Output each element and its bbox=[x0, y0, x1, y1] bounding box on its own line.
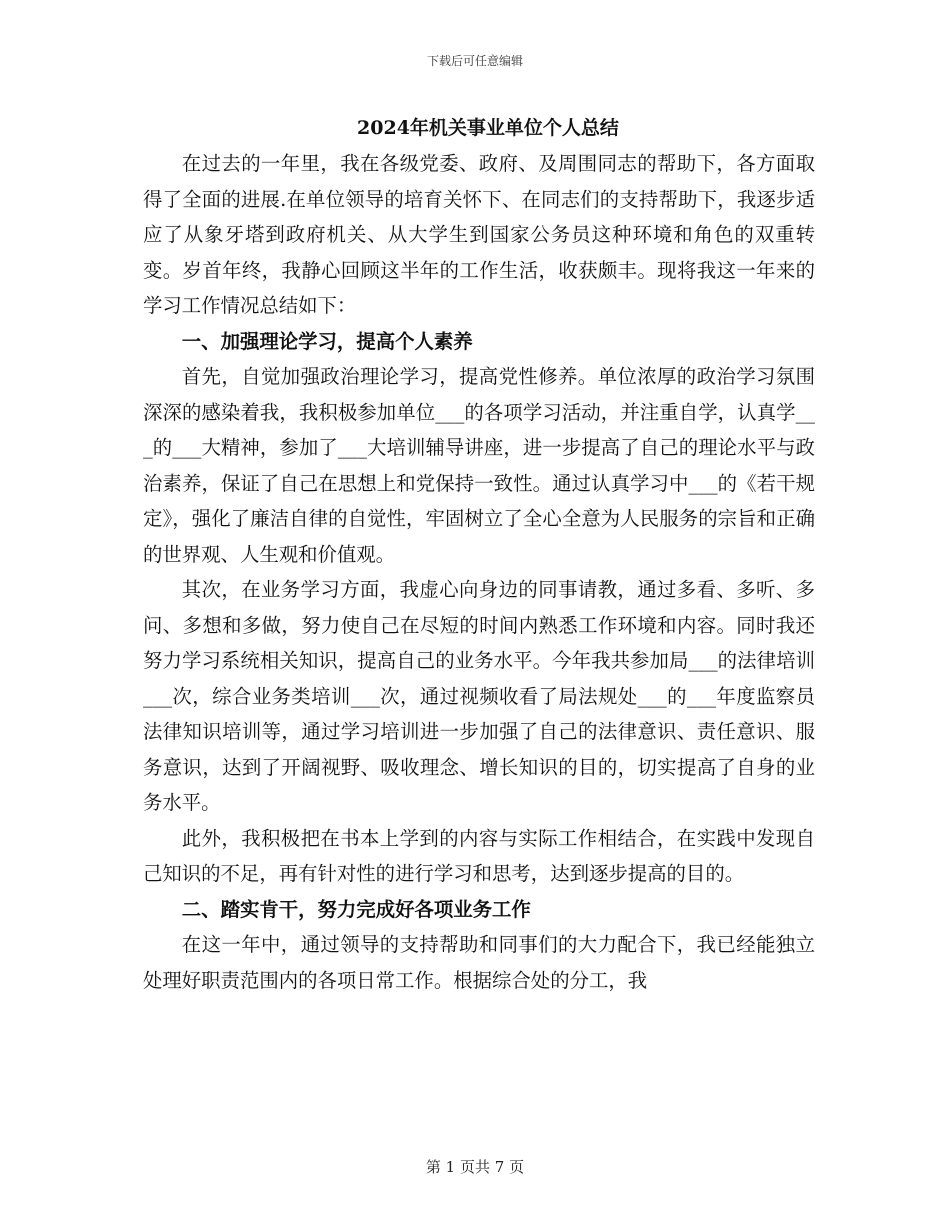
section-1-paragraph-1: 首先，自觉加强政治理论学习，提高党性修养。单位浓厚的政治学习氛围深深的感染着我，我积极参加单位___的各项学习活动，并注重自学，认真学___的___大精神，参加了___大培训辅导讲座，进一步提高了自己的理论水平与政治素养，保证了自己在思想上和党保持一致性。通过认真学习中___的《若干规定》，强化了廉洁自律的自觉性，牢固树立了全心全意为人民服务的宗旨和正确的世界观、人生观和价值观。 bbox=[143, 365, 815, 566]
intro-paragraph: 在过去的一年里，我在各级党委、政府、及周围同志的帮助下，各方面取得了全面的进展.在单位领导的培育关怀下、在同志们的支持帮助下，我逐步适应了从象牙塔到政府机关、从大学生到国家公务员这种环境和角色的双重转变。岁首年终，我静心回顾这半年的工作生活，收获颇丰。现将我这一年来的学习工作情况总结如下： bbox=[143, 152, 815, 317]
section-1-heading: 一、加强理论学习，提高个人素养 bbox=[181, 329, 473, 353]
document-body bbox=[143, 112, 815, 998]
section-2-paragraph-1: 在这一年中，通过领导的支持帮助和同事们的大力配合下，我已经能独立处理好职责范围内的各项日常工作。根据综合处的分工，我 bbox=[143, 933, 815, 992]
section-1-paragraph-3: 此外，我积极把在书本上学到的内容与实际工作相结合，在实践中发现自己知识的不足，再有针对性的进行学习和思考，达到逐步提高的目的。 bbox=[143, 826, 815, 885]
section-1-paragraph-2: 其次，在业务学习方面，我虚心向身边的同事请教，通过多看、多听、多问、多想和多做，努力使自己在尽短的时间内熟悉工作环境和内容。同时我还努力学习系统相关知识，提高自己的业务水平。今年我共参加局___的法律培训___次，综合业务类培训___次，通过视频收看了局法规处___的___年度监察员法律知识培训等，通过学习培训进一步加强了自己的法律意识、责任意识、服务意识，达到了开阔视野、吸收理念、增长知识的目的，切实提高了自身的业务水平。 bbox=[143, 578, 815, 814]
page-header: 下载后可任意编辑 bbox=[426, 54, 523, 68]
page-number-footer: 第 1 页共 7 页 bbox=[425, 1158, 525, 1176]
section-2-heading: 二、踏实肯干，努力完成好各项业务工作 bbox=[181, 897, 531, 921]
document-title: 2024年机关事业单位个人总结 bbox=[357, 117, 619, 139]
